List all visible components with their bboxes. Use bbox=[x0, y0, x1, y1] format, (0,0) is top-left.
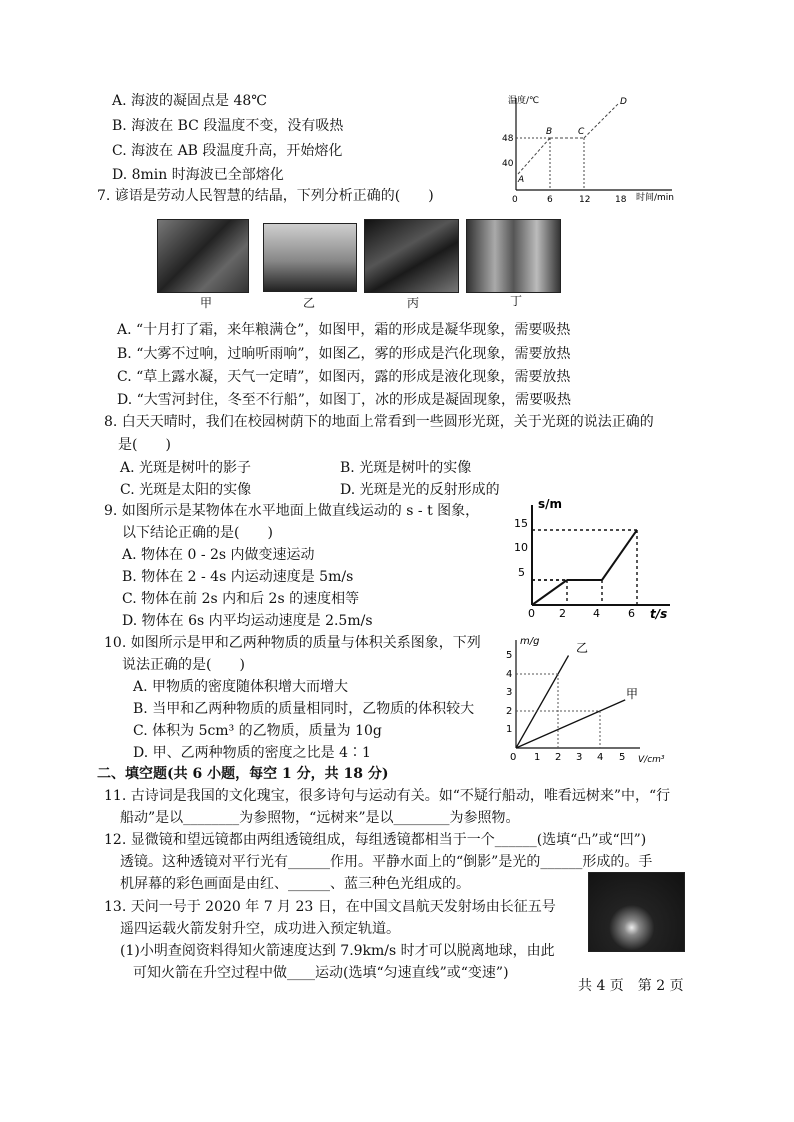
series-label-yi: 乙 bbox=[576, 641, 589, 655]
chart1-xlabel: 时间/min bbox=[636, 193, 675, 203]
s-t-chart bbox=[508, 493, 688, 621]
q8-stem-line2: 是( ) bbox=[118, 437, 171, 453]
chart3-xtick-0: 0 bbox=[510, 752, 517, 763]
chart2-xlabel: t/s bbox=[650, 607, 668, 621]
frost-photo bbox=[157, 219, 249, 293]
chart2-ylabel: s/m bbox=[538, 497, 563, 511]
chart1-ylabel: 温度/℃ bbox=[508, 96, 540, 106]
chart3-ytick-5: 5 bbox=[506, 650, 513, 661]
q13-line2: 遥四运载火箭发射升空，成功进入预定轨道。 bbox=[120, 921, 400, 937]
q13-line4: 可知火箭在升空过程中做____运动(选填“匀速直线”或“变速”) bbox=[133, 965, 509, 981]
chart1-point-a: A bbox=[518, 175, 525, 185]
series-line-0 bbox=[516, 656, 569, 749]
chart1-segment-cd bbox=[584, 104, 618, 138]
q9-stem-line2: 以下结论正确的是( ) bbox=[122, 525, 273, 541]
q7-option-b: B. “大雾不过响，过晌听雨响”，如图乙，雾的形成是汽化现象，需要放热 bbox=[117, 346, 571, 362]
q12-line3: 机屏幕的彩色画面是由红、______、蓝三种色光组成的。 bbox=[120, 876, 470, 892]
q9-option-d: D. 物体在 6s 内平均运动速度是 2.5m/s bbox=[122, 613, 373, 629]
q6-option-c: C. 海波在 AB 段温度升高，开始熔化 bbox=[112, 143, 343, 159]
q9-option-c: C. 物体在前 2s 内和后 2s 的速度相等 bbox=[122, 591, 360, 607]
q8-stem-line1: 8. 白天天晴时，我们在校园树荫下的地面上常看到一些圆形光斑，关于光斑的说法正确的 bbox=[104, 414, 654, 430]
chart3-xtick-5: 5 bbox=[619, 752, 626, 763]
chart1-point-c: C bbox=[578, 127, 585, 137]
section-2-heading: 二、填空题(共 6 小题，每空 1 分，共 18 分) bbox=[97, 766, 389, 782]
q10-stem-line1: 10. 如图所示是甲和乙两种物质的质量与体积关系图象，下列 bbox=[104, 635, 481, 651]
chart3-ytick-3: 3 bbox=[506, 687, 513, 698]
chart1-ytick-40: 40 bbox=[502, 159, 514, 169]
fog-photo bbox=[263, 223, 357, 292]
chart1-xtick-6: 6 bbox=[547, 195, 553, 205]
ice-photo bbox=[466, 219, 561, 293]
q7-option-c: C. “草上露水凝，天气一定晴”，如图丙，露的形成是液化现象，需要放热 bbox=[117, 369, 571, 385]
chart2-ytick-5: 5 bbox=[518, 566, 525, 579]
st-segment-3 bbox=[602, 530, 637, 580]
chart3-xtick-2: 2 bbox=[555, 752, 562, 763]
caption-bing: 丙 bbox=[407, 296, 420, 310]
chart2-xtick-6: 6 bbox=[628, 607, 635, 620]
caption-yi: 乙 bbox=[303, 296, 316, 310]
series-label-jia: 甲 bbox=[626, 687, 639, 701]
chart1-ytick-48: 48 bbox=[502, 134, 514, 144]
chart2-xtick-4: 4 bbox=[593, 607, 600, 620]
page-footer: 共 4 页 第 2 页 bbox=[578, 978, 684, 994]
temperature-time-chart bbox=[488, 90, 678, 208]
q12-line2: 透镜。这种透镜对平行光有______作用。平静水面上的“倒影”是光的______形成的。手 bbox=[120, 854, 653, 870]
chart3-ytick-4: 4 bbox=[506, 669, 513, 680]
q6-option-a: A. 海波的凝固点是 48℃ bbox=[112, 93, 267, 109]
q8-option-a: A. 光斑是树叶的影子 bbox=[120, 460, 252, 476]
chart1-xtick-12: 12 bbox=[579, 195, 591, 205]
q6-option-b: B. 海波在 BC 段温度不变，没有吸热 bbox=[112, 118, 344, 134]
q6-option-d: D. 8min 时海波已全部熔化 bbox=[112, 167, 284, 183]
chart2-ytick-15: 15 bbox=[514, 517, 528, 530]
caption-jia: 甲 bbox=[200, 296, 213, 310]
m-v-chart bbox=[498, 630, 678, 770]
chart2-ytick-10: 10 bbox=[514, 541, 528, 554]
chart2-xtick-0: 0 bbox=[528, 607, 535, 620]
chart1-xtick-0: 0 bbox=[512, 195, 518, 205]
chart3-ylabel: m/g bbox=[520, 636, 540, 647]
q10-option-a: A. 甲物质的密度随体积增大而增大 bbox=[133, 679, 349, 695]
chart1-xtick-18: 18 bbox=[615, 195, 627, 205]
chart3-ytick-2: 2 bbox=[506, 706, 513, 717]
caption-ding: 丁 bbox=[510, 294, 523, 308]
q11-line1: 11. 古诗词是我国的文化瑰宝，很多诗句与运动有关。如“不疑行船动，唯看远树来”中，“行 bbox=[104, 788, 671, 804]
dew-photo bbox=[364, 219, 459, 293]
q7-option-a: A. “十月打了霜，来年粮满仓”，如图甲，霜的形成是凝华现象，需要吸热 bbox=[117, 322, 571, 338]
chart3-xtick-3: 3 bbox=[576, 752, 583, 763]
q9-option-b: B. 物体在 2 - 4s 内运动速度是 5m/s bbox=[122, 569, 354, 585]
q10-option-b: B. 当甲和乙两种物质的质量相同时，乙物质的体积较大 bbox=[133, 701, 475, 717]
q8-option-b: B. 光斑是树叶的实像 bbox=[340, 460, 472, 476]
rocket-launch-photo bbox=[588, 872, 685, 952]
q10-option-c: C. 体积为 5cm³ 的乙物质，质量为 10g bbox=[133, 723, 382, 739]
chart1-point-b: B bbox=[546, 127, 553, 137]
chart2-xtick-2: 2 bbox=[559, 607, 566, 620]
q9-stem-line1: 9. 如图所示是某物体在水平地面上做直线运动的 s - t 图象， bbox=[104, 503, 480, 519]
q11-line2: 船动”是以________为参照物，“远树来”是以________为参照物。 bbox=[120, 810, 520, 826]
q12-line1: 12. 显微镜和望远镜都由两组透镜组成，每组透镜都相当于一个______(选填“凸”或“凹”) bbox=[104, 832, 647, 848]
chart3-xtick-1: 1 bbox=[534, 752, 541, 763]
series-line-1 bbox=[516, 700, 625, 748]
chart3-xlabel: V/cm³ bbox=[638, 755, 665, 765]
chart3-xtick-4: 4 bbox=[597, 752, 604, 763]
q9-option-a: A. 物体在 0 - 2s 内做变速运动 bbox=[122, 547, 315, 563]
q13-line3: (1)小明查阅资料得知火箭速度达到 7.9km/s 时才可以脱离地球，由此 bbox=[120, 943, 555, 959]
chart3-ytick-1: 1 bbox=[506, 724, 513, 735]
q13-line1: 13. 天问一号于 2020 年 7 月 23 日，在中国文昌航天发射场由长征五号 bbox=[104, 899, 556, 915]
q10-stem-line2: 说法正确的是( ) bbox=[122, 657, 245, 673]
chart1-segment-ab bbox=[518, 138, 550, 174]
q7-option-d: D. “大雪河封住，冬至不行船”，如图丁，冰的形成是凝固现象，需要吸热 bbox=[117, 392, 571, 408]
q8-option-c: C. 光斑是太阳的实像 bbox=[120, 482, 252, 498]
q8-option-d: D. 光斑是光的反射形成的 bbox=[340, 482, 500, 498]
chart1-point-d: D bbox=[620, 97, 627, 107]
q10-option-d: D. 甲、乙两种物质的密度之比是 4∶1 bbox=[133, 745, 371, 761]
st-segment-1 bbox=[532, 580, 567, 605]
q7-stem: 7. 谚语是劳动人民智慧的结晶，下列分析正确的( ) bbox=[97, 188, 434, 204]
